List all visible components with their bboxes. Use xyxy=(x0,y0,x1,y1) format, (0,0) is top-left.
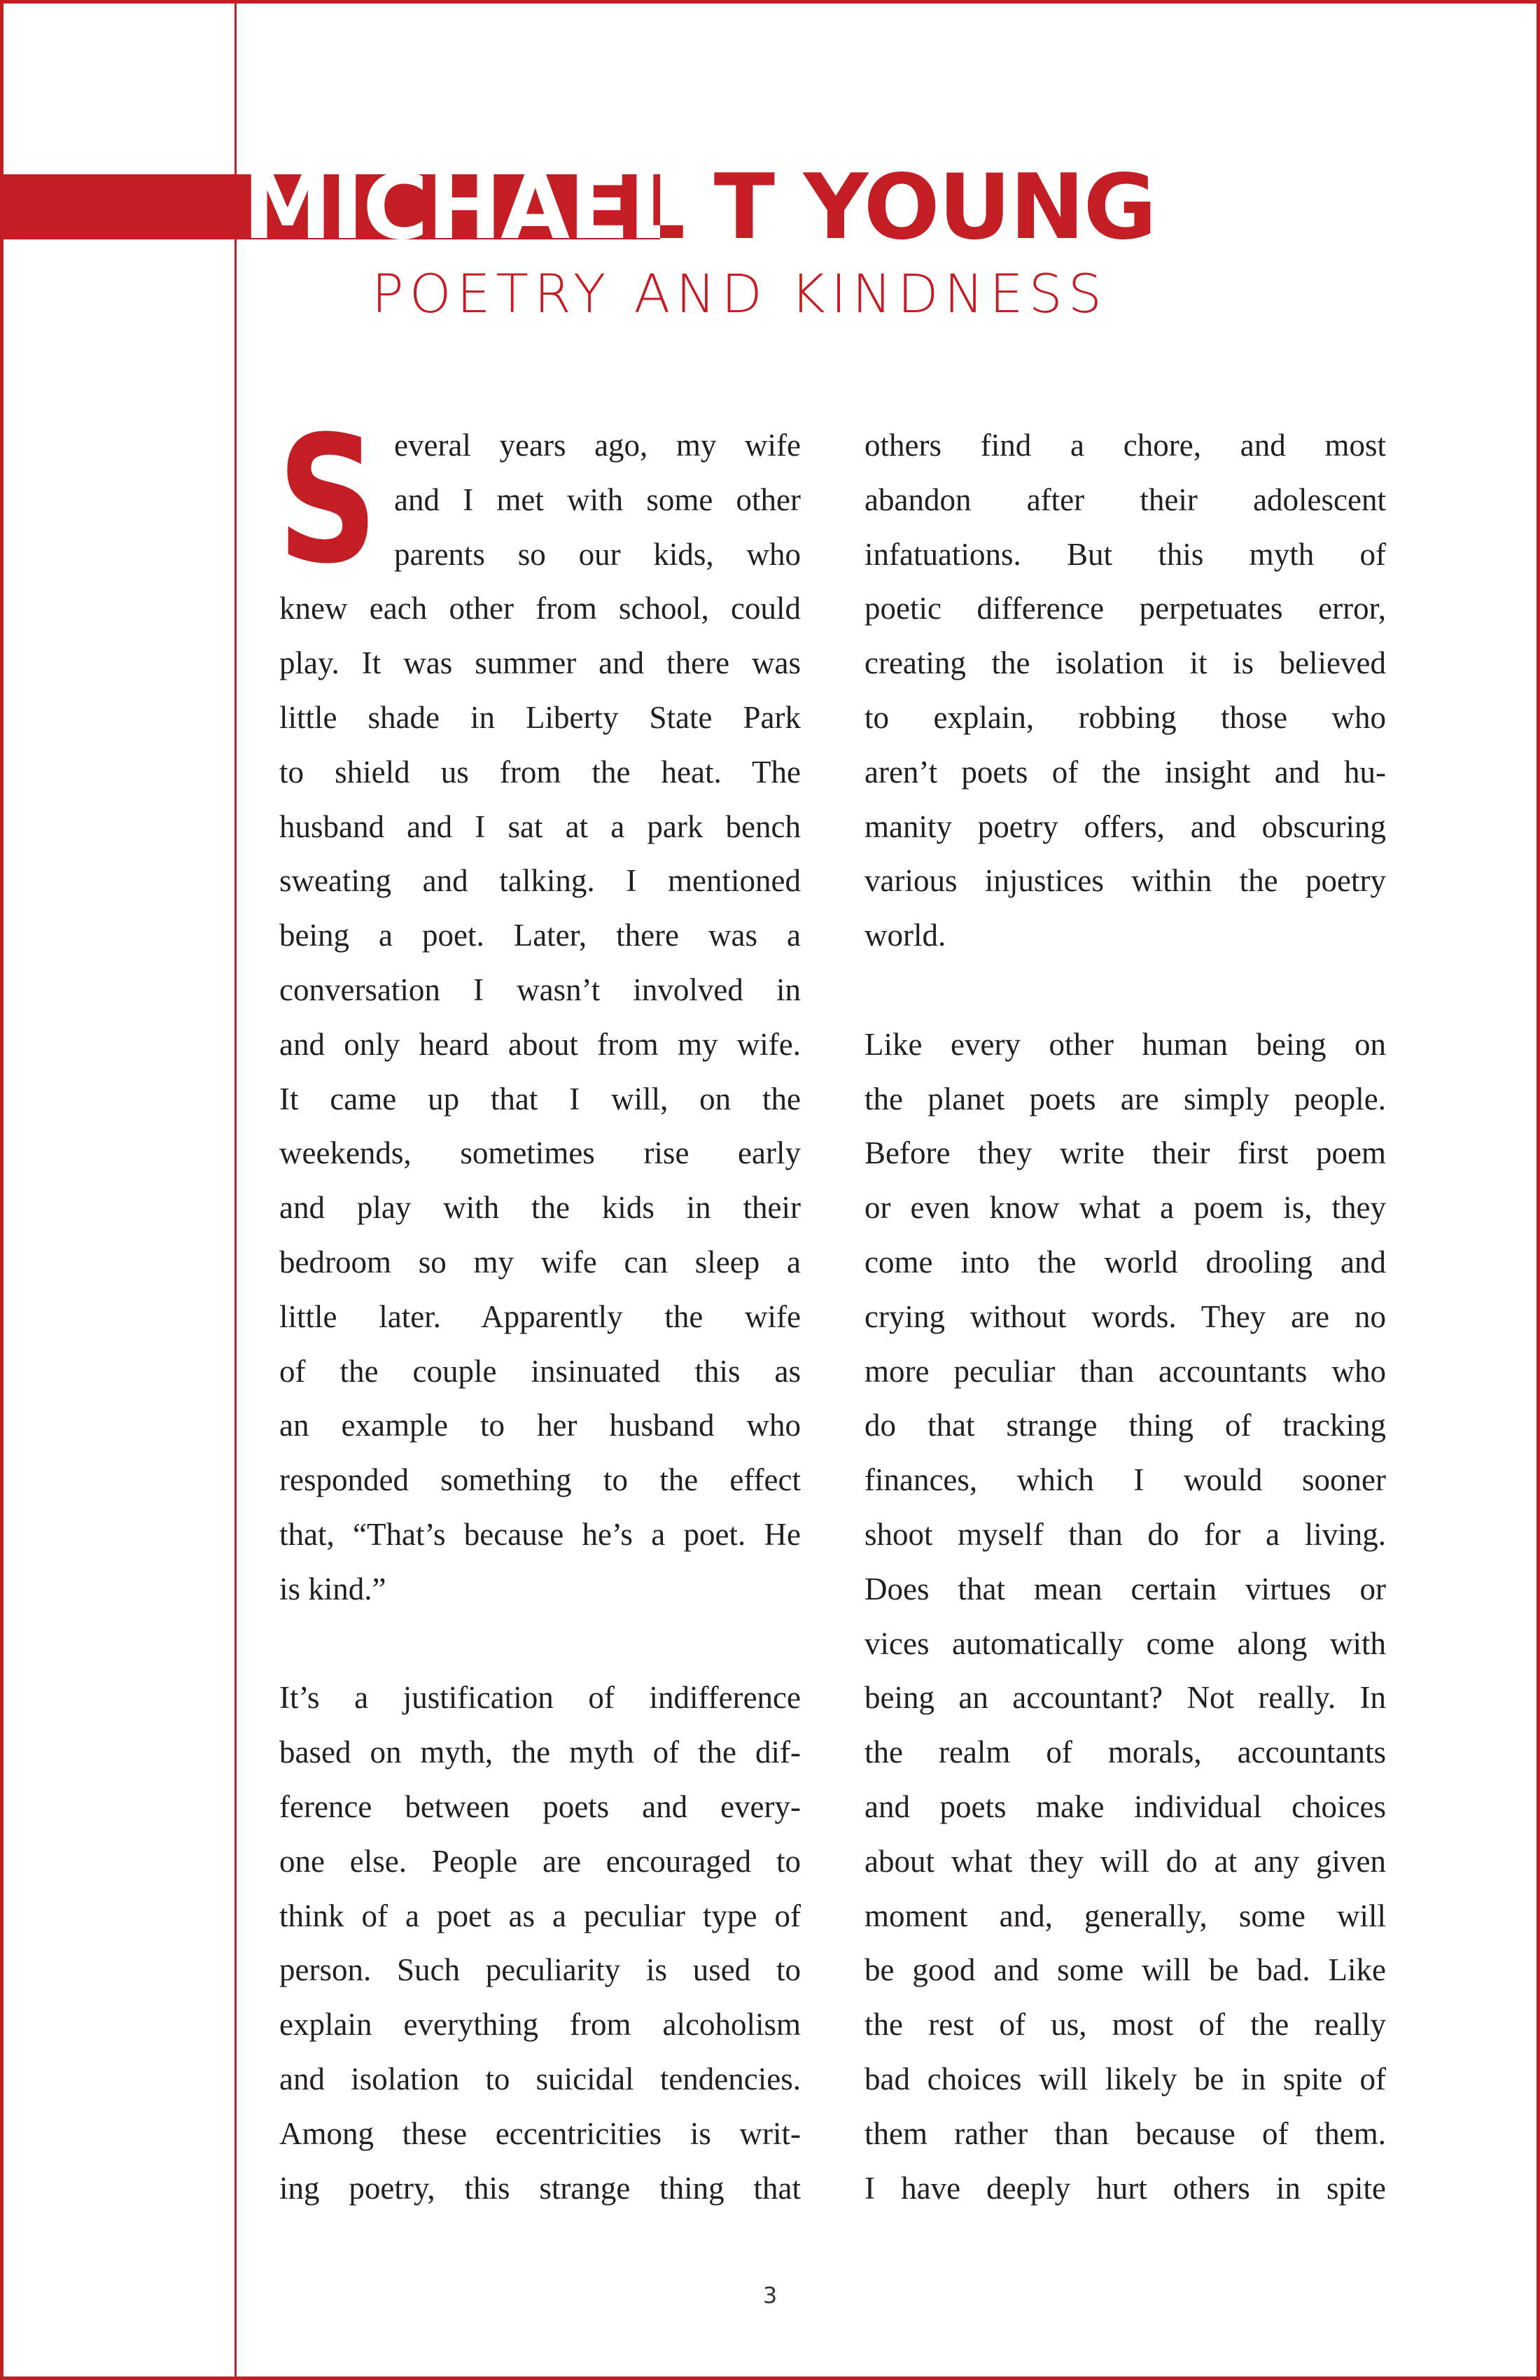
text-line: poetic difference perpetuates error, xyxy=(864,591,1386,626)
text-line: the realm of morals, accountants xyxy=(864,1735,1386,1770)
text-line: everal years ago, my wife xyxy=(394,428,801,463)
drop-cap: S xyxy=(277,398,379,602)
text-line: do that strange thing of tracking xyxy=(864,1408,1386,1443)
author-name: MICHAEL T YOUNG xyxy=(243,155,1156,260)
text-line: of the couple insinuated this as xyxy=(279,1353,801,1389)
text-line: infatuations. But this myth of xyxy=(864,536,1386,572)
text-line: and isolation to suicidal tendencies. xyxy=(279,2061,801,2096)
text-line: come into the world drooling and xyxy=(864,1244,1386,1280)
text-line: being a poet. Later, there was a xyxy=(279,918,801,953)
text-line: Before they write their first poem xyxy=(864,1135,1386,1171)
text-line: Like every other human being on xyxy=(864,1026,1386,1062)
text-line: that, “That’s because he’s a poet. He xyxy=(279,1516,801,1552)
text-line: Among these eccentricities is writ- xyxy=(279,2115,801,2151)
margin-rule xyxy=(234,0,237,2380)
article-title: POETRY AND KINDNESS xyxy=(371,262,1107,325)
text-line: aren’t poets of the insight and hu- xyxy=(864,754,1386,790)
paragraph xyxy=(864,1018,1386,2216)
page-number: 3 xyxy=(762,2282,778,2309)
text-line: manity poetry offers, and obscuring xyxy=(864,808,1386,844)
text-line: knew each other from school, could xyxy=(279,591,801,626)
text-line: one else. People are encouraged to xyxy=(279,1843,801,1879)
text-line: responded something to the effect xyxy=(279,1462,801,1498)
paragraph xyxy=(277,398,801,1617)
paragraph xyxy=(864,419,1386,963)
text-line: and only heard about from my wife. xyxy=(279,1026,801,1062)
text-line: parents so our kids, who xyxy=(394,536,801,572)
text-line: sweating and talking. I mentioned xyxy=(279,863,801,899)
text-line: bad choices will likely be in spite of xyxy=(864,2061,1386,2096)
text-line: crying without words. They are no xyxy=(864,1298,1386,1334)
text-line: ference between poets and every- xyxy=(279,1788,801,1824)
text-line: explain everything from alcoholism xyxy=(279,2007,801,2043)
text-line: moment and, generally, some will xyxy=(864,1898,1386,1933)
text-line: little later. Apparently the wife xyxy=(279,1298,801,1334)
paragraph xyxy=(279,1671,801,2216)
text-line: about what they will do at any given xyxy=(864,1843,1386,1879)
text-line: little shade in Liberty State Park xyxy=(279,699,801,735)
text-line: more peculiar than accountants who xyxy=(864,1353,1386,1389)
text-line: be good and some will be bad. Like xyxy=(864,1952,1386,1988)
text-line: vices automatically come along with xyxy=(864,1625,1386,1661)
text-line: others find a chore, and most xyxy=(864,428,1386,463)
paragraph-gap xyxy=(864,963,1386,1018)
right-column xyxy=(864,419,1386,2216)
text-line: husband and I sat at a park bench xyxy=(279,808,801,844)
text-line: Does that mean certain virtues or xyxy=(864,1571,1386,1606)
text-line: weekends, sometimes rise early xyxy=(279,1135,801,1171)
text-line: person. Such peculiarity is used to xyxy=(279,1952,801,1988)
text-line: It’s a justification of indifference xyxy=(279,1680,801,1716)
text-line: creating the isolation it is believed xyxy=(864,645,1386,681)
text-line: to explain, robbing those who xyxy=(864,699,1386,735)
text-line: and play with the kids in their xyxy=(279,1190,801,1226)
text-line: I have deeply hurt others in spite xyxy=(864,2170,1386,2206)
text-line: them rather than because of them. xyxy=(864,2115,1386,2151)
text-line: the rest of us, most of the really xyxy=(864,2007,1386,2043)
text-line: It came up that I will, on the xyxy=(279,1081,801,1116)
text-line: to shield us from the heat. The xyxy=(279,754,801,790)
text-line: finances, which I would sooner xyxy=(864,1462,1386,1498)
text-line: or even know what a poem is, they xyxy=(864,1190,1386,1226)
text-line: the planet poets are simply people. xyxy=(864,1081,1386,1116)
text-line: various injustices within the poetry xyxy=(864,863,1386,899)
text-line: and I met with some other xyxy=(394,482,801,517)
text-line: an example to her husband who xyxy=(279,1408,801,1443)
text-line: play. It was summer and there was xyxy=(279,645,801,681)
left-column xyxy=(277,398,801,2216)
text-line: abandon after their adolescent xyxy=(864,482,1386,517)
paragraph-gap xyxy=(279,1617,801,1672)
text-line: conversation I wasn’t involved in xyxy=(279,972,801,1007)
text-line: shoot myself than do for a living. xyxy=(864,1516,1386,1552)
text-line: is kind.” xyxy=(279,1571,386,1606)
text-line: and poets make individual choices xyxy=(864,1788,1386,1824)
text-line: ing poetry, this strange thing that xyxy=(279,2170,801,2206)
text-line: world. xyxy=(864,918,946,953)
text-line: being an accountant? Not really. In xyxy=(864,1680,1386,1716)
text-line: think of a poet as a peculiar type of xyxy=(279,1898,801,1933)
text-line: bedroom so my wife can sleep a xyxy=(279,1244,801,1280)
text-line: based on myth, the myth of the dif- xyxy=(279,1735,801,1770)
